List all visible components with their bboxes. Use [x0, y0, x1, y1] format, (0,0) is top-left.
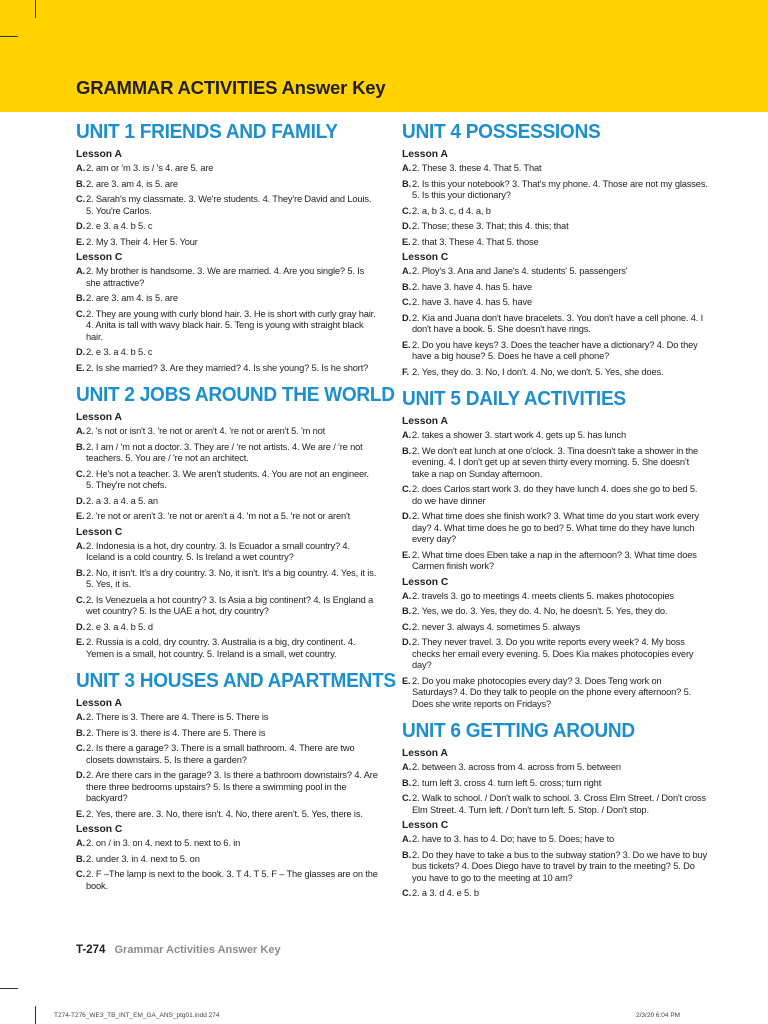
answer-item: [402, 834, 708, 846]
answer-letter: B.: [76, 853, 85, 864]
answer-text: 2. takes a shower 3. start work 4. gets up 5. has lunch: [412, 430, 626, 440]
answer-letter: E.: [76, 362, 85, 373]
answer-text: 2. Is Venezuela a hot country? 3. Is Asia a big continent? 4. Is England a wet country? 5. Is the UAE a hot, dry country?: [86, 594, 374, 616]
answer-text: 2. on / in 3. on 4. next to 5. next to 6. in: [86, 838, 241, 848]
answer-item: [76, 347, 378, 359]
lesson-label: Lesson C: [76, 824, 123, 835]
answer-letter: A.: [402, 163, 411, 173]
answer-letter: E.: [76, 511, 85, 521]
answer-item: [402, 221, 708, 233]
page-number: T-274: [76, 944, 106, 956]
answer-item: [76, 541, 378, 564]
answer-letter: D.: [76, 621, 85, 632]
answer-text: 2. a 3. d 4. e 5. b: [412, 888, 479, 898]
answer-item: [76, 743, 378, 766]
answer-letter: C.: [76, 743, 85, 753]
answer-letter: C.: [402, 484, 411, 494]
answer-text: 2. e 3. a 4. b 5. c: [86, 221, 153, 231]
unit-section: [76, 669, 396, 892]
answer-text: 2. have 3. have 4. has 5. have: [412, 281, 533, 292]
answer-text: 2. He's not a teacher. 3. We aren't students. 4. You are not an engineer. 5. They're not chefs.: [86, 468, 369, 490]
lesson-label: Lesson C: [76, 252, 123, 263]
answer-text: 2. 's not or isn't 3. 're not or aren't 4. 're not or aren't 5. 'm not: [86, 426, 326, 436]
answer-text: 2. Kia and Juana don't have bracelets. 3. You don't have a cell phone. 4. I don't have a book. 5. She doesn't have rings.: [412, 312, 704, 334]
answer-text: 2. Do you make photocopies every day? 3. Does Teng work on Saturdays? 4. Do they talk to people on the phone every afternoon? 5. Does she write reports on Fridays?: [412, 675, 692, 709]
answer-text: 2. e 3. a 4. b 5. d: [86, 621, 153, 632]
answer-letter: B.: [402, 178, 411, 189]
answer-text: 2. They are young with curly blond hair. 3. He is short with curly gray hair. 4. Anita is tall with wavy black hair. 5. Teng is young with straight black hair.: [86, 308, 376, 342]
crop-mark: [35, 1006, 36, 1024]
answer-letter: A.: [402, 430, 411, 440]
answer-text: 2. My 3. Their 4. Her 5. Your: [86, 236, 198, 247]
answer-letter: A.: [76, 266, 85, 276]
answer-letter: A.: [76, 838, 85, 848]
answer-item: [76, 622, 378, 634]
answer-letter: A.: [402, 834, 411, 844]
answer-text: 2. What time does she finish work? 3. What time do you start work every day? 4. What time does he go to bed? 5. What time do they have lunch every day?: [412, 511, 699, 544]
answer-text: 2. I am / 'm not a doctor. 3. They are / 're not artists. 4. We are / 're not teachers. 5. You are / 're not an architect.: [86, 441, 363, 463]
answer-text: 2. a 3. a 4. a 5. an: [86, 495, 158, 506]
answer-text: 2. turn left 3. cross 4. turn left 5. cross; turn right: [412, 777, 602, 788]
print-slug-date: 2/3/20 6:04 PM: [636, 1012, 681, 1019]
answer-item: [402, 637, 708, 672]
answer-item: [402, 237, 708, 249]
answer-text: 2. Yes, they do. 3. No, I don't. 4. No, we don't. 5. Yes, she does.: [412, 366, 664, 377]
answer-item: [76, 595, 378, 618]
answer-item: [76, 568, 378, 591]
answer-text: 2. Those; these 3. That; this 4. this; that: [412, 221, 569, 231]
answer-letter: D.: [402, 221, 411, 231]
answer-item: [76, 293, 378, 305]
answer-text: 2. Sarah's my classmate. 3. We're students. 4. They're David and Louis. 5. You're Carlos.: [86, 194, 372, 216]
answer-item: [76, 854, 378, 866]
answer-text: 2. am or 'm 3. is / 's 4. are 5. are: [86, 163, 214, 173]
answer-item: [76, 442, 378, 465]
answer-text: 2. Is this your notebook? 3. That's my phone. 4. Those are not my glasses. 5. Is this your dictionary?: [412, 178, 708, 200]
answer-item: [402, 511, 708, 546]
answer-item: [402, 367, 708, 379]
answer-text: 2. There is 3. There are 4. There is 5. There is: [86, 712, 269, 722]
answer-letter: A.: [402, 590, 411, 601]
answer-letter: A.: [76, 163, 85, 173]
lesson-label: Lesson A: [76, 412, 122, 423]
answer-text: 2. Indonesia is a hot, dry country. 3. Is Ecuador a small country? 4. Iceland is a cold country. 5. Is Ireland a wet country?: [86, 540, 350, 562]
unit-section: [402, 120, 708, 378]
answer-letter: B.: [402, 445, 411, 456]
answer-item: [402, 606, 708, 618]
answer-letter: F.: [402, 366, 409, 377]
print-slug-file: T274-T276_WE3_TB_INT_EM_GA_ANS_ptg01.indd 274: [54, 1012, 220, 1019]
answer-text: 2. No, it isn't. It's a dry country. 3. No, it isn't. It's a big country. 4. Yes, it is. 5. Yes, it is.: [86, 567, 377, 589]
answer-letter: B.: [402, 849, 411, 860]
answer-letter: E.: [76, 637, 85, 647]
answer-letter: D.: [76, 221, 85, 231]
answer-item: [76, 869, 378, 892]
answer-text: 2. are 3. am 4. is 5. are: [86, 178, 178, 189]
answer-text: 2. Yes, we do. 3. Yes, they do. 4. No, he doesn't. 5. Yes, they do.: [412, 606, 668, 616]
answer-letter: E.: [402, 236, 411, 247]
answer-text: 2. does Carlos start work 3. do they have lunch 4. does she go to bed 5. do we have dinner: [412, 484, 698, 506]
answer-item: [402, 591, 708, 603]
answer-letter: E.: [402, 339, 411, 350]
footer-title: Grammar Activities Answer Key: [114, 944, 281, 956]
answer-text: 2. Walk to school. / Don't walk to school. 3. Cross Elm Street. / Don't cross Elm Street. 4. Turn left. / Don't turn left. 5. Stop. / Don't stop.: [412, 793, 706, 815]
lesson-label: Lesson C: [402, 252, 449, 263]
answer-item: [402, 446, 708, 481]
answer-item: [402, 297, 708, 309]
answer-text: 2. My brother is handsome. 3. We are married. 4. Are you single? 5. Is she attractive?: [86, 266, 365, 288]
answer-text: 2. are 3. am 4. is 5. are: [86, 293, 178, 303]
answer-letter: D.: [76, 347, 85, 357]
answer-item: [76, 728, 378, 740]
answer-letter: C.: [402, 621, 411, 632]
answer-text: 2. never 3. always 4. sometimes 5. always: [412, 621, 580, 632]
answer-letter: B.: [76, 727, 85, 738]
unit-title: UNIT 6 GETTING AROUND: [402, 719, 635, 742]
unit-section: [402, 387, 708, 710]
answer-item: [76, 363, 378, 375]
answer-text: 2. Ploy's 3. Ana and Jane's 4. students' 5. passengers': [412, 266, 628, 276]
answer-item: [76, 809, 378, 821]
lesson-label: Lesson A: [402, 149, 448, 160]
answer-item: [76, 770, 378, 805]
unit-title: UNIT 4 POSSESSIONS: [402, 120, 601, 143]
crop-mark: [0, 988, 18, 989]
answer-text: 2. These 3. these 4. That 5. That: [412, 163, 542, 173]
answer-letter: C.: [76, 194, 85, 204]
answer-text: 2. F –The lamp is next to the book. 3. T 4. T 5. F – The glasses are on the book.: [86, 869, 378, 891]
answer-text: 2. They never travel. 3. Do you write reports every week? 4. My boss checks her email every evening. 5. Does Kia makes photocopies every day?: [412, 637, 694, 670]
answer-item: [402, 676, 708, 711]
answer-item: [76, 712, 378, 724]
answer-text: 2. Is there a garage? 3. There is a small bathroom. 4. There are two closets downstairs. 5. Is there a garden?: [86, 743, 355, 765]
answer-item: [402, 550, 708, 573]
answer-letter: E.: [76, 236, 85, 247]
answer-letter: B.: [76, 567, 85, 578]
answer-letter: A.: [402, 266, 411, 276]
answer-item: [402, 622, 708, 634]
answer-item: [76, 309, 378, 344]
answer-text: 2. have 3. have 4. has 5. have: [412, 297, 533, 307]
crop-mark: [35, 0, 36, 18]
answer-item: [402, 778, 708, 790]
answer-letter: B.: [402, 777, 411, 788]
answer-item: [402, 282, 708, 294]
answer-letter: C.: [76, 468, 85, 479]
answer-text: 2. 're not or aren't 3. 're not or aren't a 4. 'm not a 5. 're not or aren't: [86, 511, 351, 521]
answer-item: [402, 313, 708, 336]
answer-item: [76, 469, 378, 492]
answer-letter: A.: [76, 712, 85, 722]
answer-text: 2. There is 3. there is 4. There are 5. There is: [86, 727, 266, 738]
unit-title: UNIT 2 JOBS AROUND THE WORLD: [76, 383, 395, 406]
lesson-label: Lesson A: [402, 416, 448, 427]
answer-letter: B.: [76, 441, 85, 452]
unit-section: [76, 120, 378, 374]
answer-letter: B.: [402, 606, 411, 616]
answer-item: [402, 484, 708, 507]
answer-letter: A.: [76, 540, 85, 551]
lesson-label: Lesson A: [76, 698, 122, 709]
answer-item: [76, 163, 378, 175]
answer-letter: C.: [76, 869, 85, 879]
answer-text: 2. under 3. in 4. next to 5. on: [86, 853, 200, 864]
answer-text: 2. have to 3. has to 4. Do; have to 5. Does; have to: [412, 834, 615, 844]
answer-text: 2. e 3. a 4. b 5. c: [86, 347, 153, 357]
crop-mark: [0, 36, 18, 37]
unit-section: [76, 383, 395, 660]
answer-item: [76, 426, 378, 438]
answer-item: [76, 221, 378, 233]
answer-text: 2. Russia is a cold, dry country. 3. Australia is a big, dry continent. 4. Yemen is a small, hot country. 5. Ireland is a small, wet country.: [86, 637, 356, 659]
answer-letter: A.: [402, 762, 411, 772]
answer-item: [76, 179, 378, 191]
answer-item: [76, 511, 378, 523]
answer-letter: C.: [402, 205, 411, 216]
answer-item: [76, 838, 378, 850]
unit-section: [402, 719, 708, 900]
answer-letter: B.: [402, 281, 411, 292]
lesson-label: Lesson C: [402, 576, 449, 588]
answer-text: 2. that 3. These 4. That 5. those: [412, 236, 539, 247]
answer-item: [402, 163, 708, 175]
answer-letter: D.: [402, 637, 411, 647]
answer-item: [402, 179, 708, 202]
answer-text: 2. Is she married? 3. Are they married? 4. Is she young? 5. Is he short?: [86, 362, 369, 373]
answer-text: 2. Do you have keys? 3. Does the teacher have a dictionary? 4. Do they have a big house? 5. Does he have a cell phone?: [412, 339, 698, 361]
lesson-label: Lesson A: [402, 748, 448, 759]
answer-text: 2. a, b 3. c, d 4. a, b: [412, 205, 491, 216]
page-footer: [76, 944, 281, 956]
answer-text: 2. between 3. across from 4. across from 5. between: [412, 762, 621, 772]
answer-letter: C.: [76, 594, 85, 605]
answer-letter: D.: [402, 312, 411, 323]
answer-letter: B.: [76, 293, 85, 303]
answer-item: [402, 762, 708, 774]
answer-text: 2. Are there cars in the garage? 3. Is there a bathroom downstairs? 4. Are there three bedrooms upstairs? 5. Is there a swimming pool in the backyard?: [86, 770, 378, 803]
answer-text: 2. Yes, there are. 3. No, there isn't. 4. No, there aren't. 5. Yes, there is.: [86, 808, 363, 819]
unit-title: UNIT 3 HOUSES AND APARTMENTS: [76, 669, 396, 692]
answer-letter: C.: [402, 793, 411, 803]
answer-letter: C.: [402, 297, 411, 307]
page-title: GRAMMAR ACTIVITIES Answer Key: [76, 77, 386, 98]
answer-item: [76, 266, 378, 289]
answer-item: [76, 637, 378, 660]
answer-text: 2. We don't eat lunch at one o'clock. 3. Tina doesn't take a shower in the evening. 4. I don't get up at seven thirty every morning. 5. She doesn't take a nap on Sunday afternoon.: [412, 445, 699, 479]
lesson-label: Lesson C: [76, 526, 123, 538]
answer-letter: E.: [402, 549, 411, 560]
answer-item: [402, 888, 708, 900]
lesson-label: Lesson A: [76, 149, 122, 160]
answer-letter: A.: [76, 426, 85, 436]
answer-item: [402, 266, 708, 278]
answer-text: 2. What time does Eben take a nap in the afternoon? 3. What time does Carmen finish work?: [412, 549, 697, 571]
answer-letter: D.: [402, 511, 411, 521]
left-column: [76, 120, 396, 901]
answer-item: [402, 430, 708, 442]
answer-text: 2. travels 3. go to meetings 4. meets clients 5. makes photocopies: [412, 590, 674, 601]
answer-item: [402, 793, 708, 816]
answer-letter: D.: [76, 495, 85, 506]
answer-letter: B.: [76, 178, 85, 189]
answer-item: [76, 194, 378, 217]
answer-letter: C.: [76, 308, 85, 319]
answer-item: [76, 237, 378, 249]
answer-item: [402, 340, 708, 363]
answer-letter: E.: [402, 675, 411, 686]
answer-letter: E.: [76, 808, 85, 819]
unit-title: UNIT 5 DAILY ACTIVITIES: [402, 387, 626, 410]
right-column: [402, 120, 708, 909]
answer-item: [402, 206, 708, 218]
answer-text: 2. Do they have to take a bus to the subway station? 3. Do we have to buy bus tickets? 4. Does Diego have to travel by train to the meeting? 5. Do you have to go to the meeting at 10 am?: [412, 849, 708, 883]
answer-letter: D.: [76, 770, 85, 780]
answer-item: [76, 496, 378, 508]
answer-letter: C.: [402, 888, 411, 898]
unit-title: UNIT 1 FRIENDS AND FAMILY: [76, 120, 338, 143]
answer-item: [402, 850, 708, 885]
lesson-label: Lesson C: [402, 820, 449, 831]
